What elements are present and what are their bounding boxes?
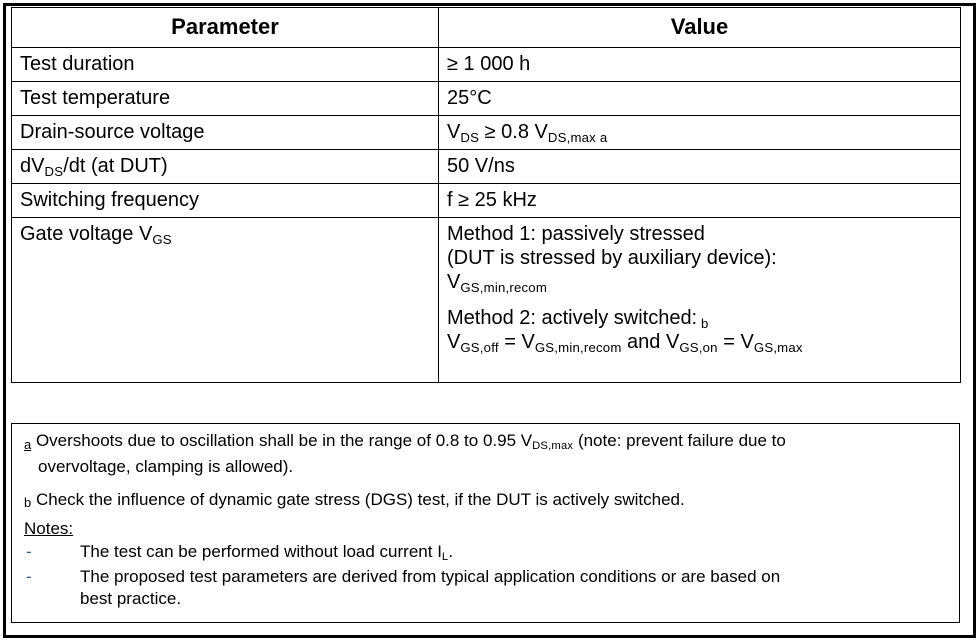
footnote-a-text-1: Overshoots due to oscillation shall be in the range of 0.8 to 0.95 V	[31, 431, 533, 450]
footnote-a	[24, 430, 947, 452]
note-item-text	[80, 566, 947, 611]
notes-title: Notes:	[24, 519, 74, 539]
note-item-text-2: best practice.	[80, 589, 182, 609]
bullet-dash-icon: -	[26, 566, 32, 586]
footnote-a-text-3: overvoltage, clamping is allowed).	[38, 457, 294, 477]
method2-text: Method 2: actively switched:	[447, 307, 698, 330]
method1-line2: (DUT is stressed by auxiliary device):	[447, 247, 777, 270]
method1-symbol-subscript: GS,min,recom	[460, 280, 548, 296]
value-subscript-2: DS,max	[547, 130, 596, 146]
footnote-a-marker: a	[24, 436, 32, 452]
cell-parameter-test-duration: Test duration	[12, 48, 439, 82]
column-header-parameter: Parameter	[12, 8, 439, 48]
eq-mid1: = V	[498, 331, 535, 354]
cell-parameter-drain-source-voltage: Drain-source voltage	[12, 116, 439, 150]
param-subscript: DS	[44, 164, 64, 180]
spacer	[447, 294, 952, 306]
cell-value-test-duration: ≥ 1 000 h	[439, 48, 961, 82]
method2-line	[447, 306, 952, 330]
column-header-value: Value	[439, 8, 961, 48]
footnote-ref-b-letter: b	[701, 316, 709, 332]
cell-value-test-temperature: 25°C	[439, 82, 961, 116]
note-item-text	[80, 541, 947, 563]
value-subscript: DS	[460, 130, 480, 146]
footnote-ref-a-letter: a	[599, 130, 608, 146]
value-text-mid: ≥ 0.8 V	[479, 121, 548, 144]
eq-mid2: = V	[717, 331, 754, 354]
param-text: Gate voltage V	[20, 223, 153, 246]
note-item-subscript: L	[441, 551, 449, 564]
eq-and: and V	[621, 331, 680, 354]
note-item-text-1: The test can be performed without load current I	[80, 542, 442, 562]
method1-symbol	[447, 270, 952, 294]
table-header-row	[12, 8, 961, 48]
method2-equation	[447, 330, 952, 354]
note-list-item	[24, 541, 947, 563]
cell-value-drain-source-voltage	[439, 116, 961, 150]
cell-parameter-test-temperature: Test temperature	[12, 82, 439, 116]
table-row	[12, 218, 961, 383]
value-text: V	[447, 121, 461, 144]
method1-line1: Method 1: passively stressed	[447, 223, 705, 246]
footnotes-section	[11, 423, 960, 623]
cell-parameter-gate-voltage	[12, 218, 439, 383]
table-row	[12, 116, 961, 150]
bullet-dash-icon: -	[26, 542, 32, 562]
cell-value-switching-frequency: f ≥ 25 kHz	[439, 184, 961, 218]
eq-v1-subscript: GS,off	[460, 340, 499, 356]
footnote-a-text-2: (note: prevent failure due to	[573, 431, 786, 450]
parameter-table-container	[11, 7, 960, 383]
cell-parameter-switching-frequency: Switching frequency	[12, 184, 439, 218]
footnote-b-text: Check the influence of dynamic gate stress (DGS) test, if the DUT is actively switched.	[31, 489, 685, 509]
note-item-text-2: .	[448, 542, 454, 562]
method1-symbol-prefix: V	[447, 271, 461, 294]
param-text: dV	[20, 155, 45, 178]
parameter-table	[11, 7, 961, 383]
footnote-a-cont	[24, 456, 947, 478]
footnote-b	[24, 489, 947, 511]
table-row	[12, 48, 961, 82]
note-list-item	[24, 566, 947, 611]
eq-v2-subscript: GS,min,recom	[534, 340, 622, 356]
table-row	[12, 184, 961, 218]
table-row	[12, 150, 961, 184]
eq-v4-subscript: GS,max	[753, 340, 803, 356]
footnote-b-marker: b	[24, 495, 32, 511]
footnote-a-subscript: DS,max	[532, 440, 574, 453]
eq-v1: V	[447, 331, 461, 354]
param-text-suffix: /dt (at DUT)	[63, 155, 168, 178]
cell-parameter-dvds-dt	[12, 150, 439, 184]
param-subscript: GS	[152, 232, 172, 248]
eq-v3-subscript: GS,on	[679, 340, 718, 356]
cell-value-gate-voltage	[439, 218, 961, 383]
note-item-text-1: The proposed test parameters are derived from typical application conditions or are based on	[80, 566, 781, 586]
table-row	[12, 82, 961, 116]
cell-value-dvds-dt: 50 V/ns	[439, 150, 961, 184]
